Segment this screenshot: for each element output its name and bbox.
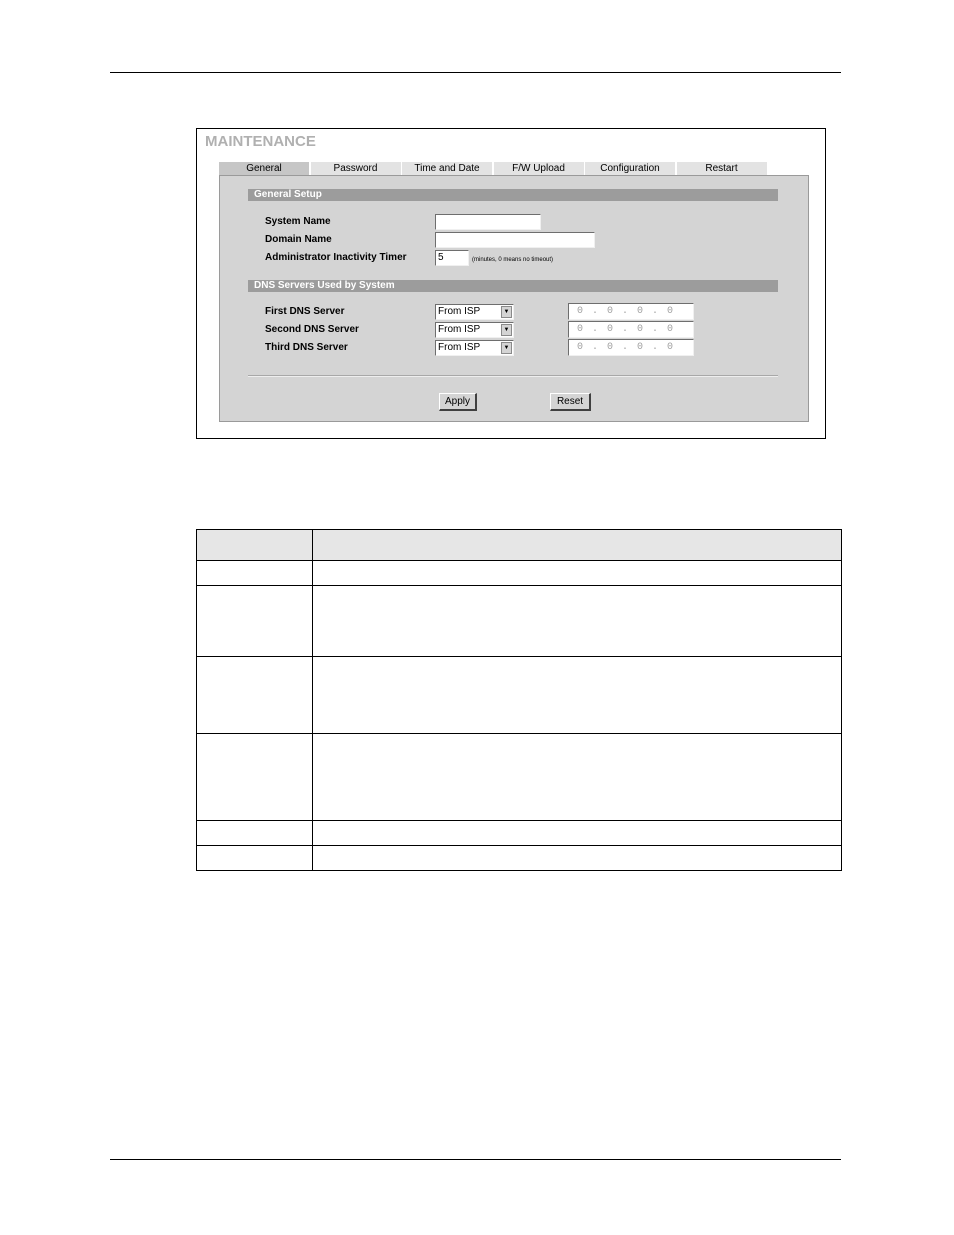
tab-restart[interactable]: Restart xyxy=(677,162,767,175)
table-row xyxy=(197,821,842,846)
chevron-down-icon[interactable]: ▼ xyxy=(501,324,512,336)
dns-servers-heading: DNS Servers Used by System xyxy=(248,280,778,292)
table-cell xyxy=(313,586,842,657)
table-cell xyxy=(313,734,842,821)
first-dns-mode-select[interactable] xyxy=(435,304,514,320)
tab-bar xyxy=(219,162,768,175)
maintenance-screenshot xyxy=(196,128,826,439)
first-dns-label: First DNS Server xyxy=(265,306,345,317)
chevron-down-icon[interactable]: ▼ xyxy=(501,342,512,354)
third-dns-ip-input[interactable]: 0 . 0 . 0 . 0 xyxy=(568,339,694,356)
general-setup-heading: General Setup xyxy=(248,189,778,201)
tab-general[interactable]: General xyxy=(219,162,309,175)
table-cell xyxy=(313,530,842,561)
table-cell xyxy=(197,530,313,561)
inactivity-timer-label: Administrator Inactivity Timer xyxy=(265,252,407,263)
footer-rule xyxy=(110,1159,841,1160)
header-rule xyxy=(110,72,841,73)
table-cell xyxy=(313,561,842,586)
second-dns-label: Second DNS Server xyxy=(265,324,359,335)
tab-configuration[interactable]: Configuration xyxy=(585,162,675,175)
reset-button[interactable]: Reset xyxy=(550,393,591,411)
second-dns-ip-input[interactable]: 0 . 0 . 0 . 0 xyxy=(568,321,694,338)
table-cell xyxy=(197,561,313,586)
third-dns-mode-value: From ISP xyxy=(438,342,481,353)
form-divider xyxy=(248,375,778,377)
apply-button[interactable]: Apply xyxy=(439,393,477,411)
field-description-table xyxy=(196,529,842,871)
table-row xyxy=(197,586,842,657)
table-cell xyxy=(197,734,313,821)
tab-fw-upload[interactable]: F/W Upload xyxy=(494,162,584,175)
second-dns-mode-value: From ISP xyxy=(438,324,481,335)
page-title: MAINTENANCE xyxy=(205,133,316,150)
general-panel xyxy=(219,175,809,422)
table-cell xyxy=(197,846,313,871)
system-name-label: System Name xyxy=(265,216,331,227)
third-dns-label: Third DNS Server xyxy=(265,342,348,353)
third-dns-mode-select[interactable] xyxy=(435,340,514,356)
table-cell xyxy=(313,657,842,734)
inactivity-timer-input[interactable]: 5 xyxy=(435,250,469,266)
table-header-row xyxy=(197,530,842,561)
first-dns-ip-input[interactable]: 0 . 0 . 0 . 0 xyxy=(568,303,694,320)
tab-password[interactable]: Password xyxy=(311,162,401,175)
table-cell xyxy=(197,821,313,846)
second-dns-mode-select[interactable] xyxy=(435,322,514,338)
table-cell xyxy=(197,657,313,734)
table-row xyxy=(197,657,842,734)
first-dns-mode-value: From ISP xyxy=(438,306,481,317)
chevron-down-icon[interactable]: ▼ xyxy=(501,306,512,318)
table-cell xyxy=(197,586,313,657)
table-row xyxy=(197,846,842,871)
tab-time-and-date[interactable]: Time and Date xyxy=(402,162,492,175)
table-cell xyxy=(313,821,842,846)
table-cell xyxy=(313,846,842,871)
inactivity-timer-hint: (minutes, 0 means no timeout) xyxy=(472,257,554,263)
domain-name-input[interactable] xyxy=(435,232,595,248)
system-name-input[interactable] xyxy=(435,214,541,230)
table-row xyxy=(197,561,842,586)
table-row xyxy=(197,734,842,821)
domain-name-label: Domain Name xyxy=(265,234,332,245)
